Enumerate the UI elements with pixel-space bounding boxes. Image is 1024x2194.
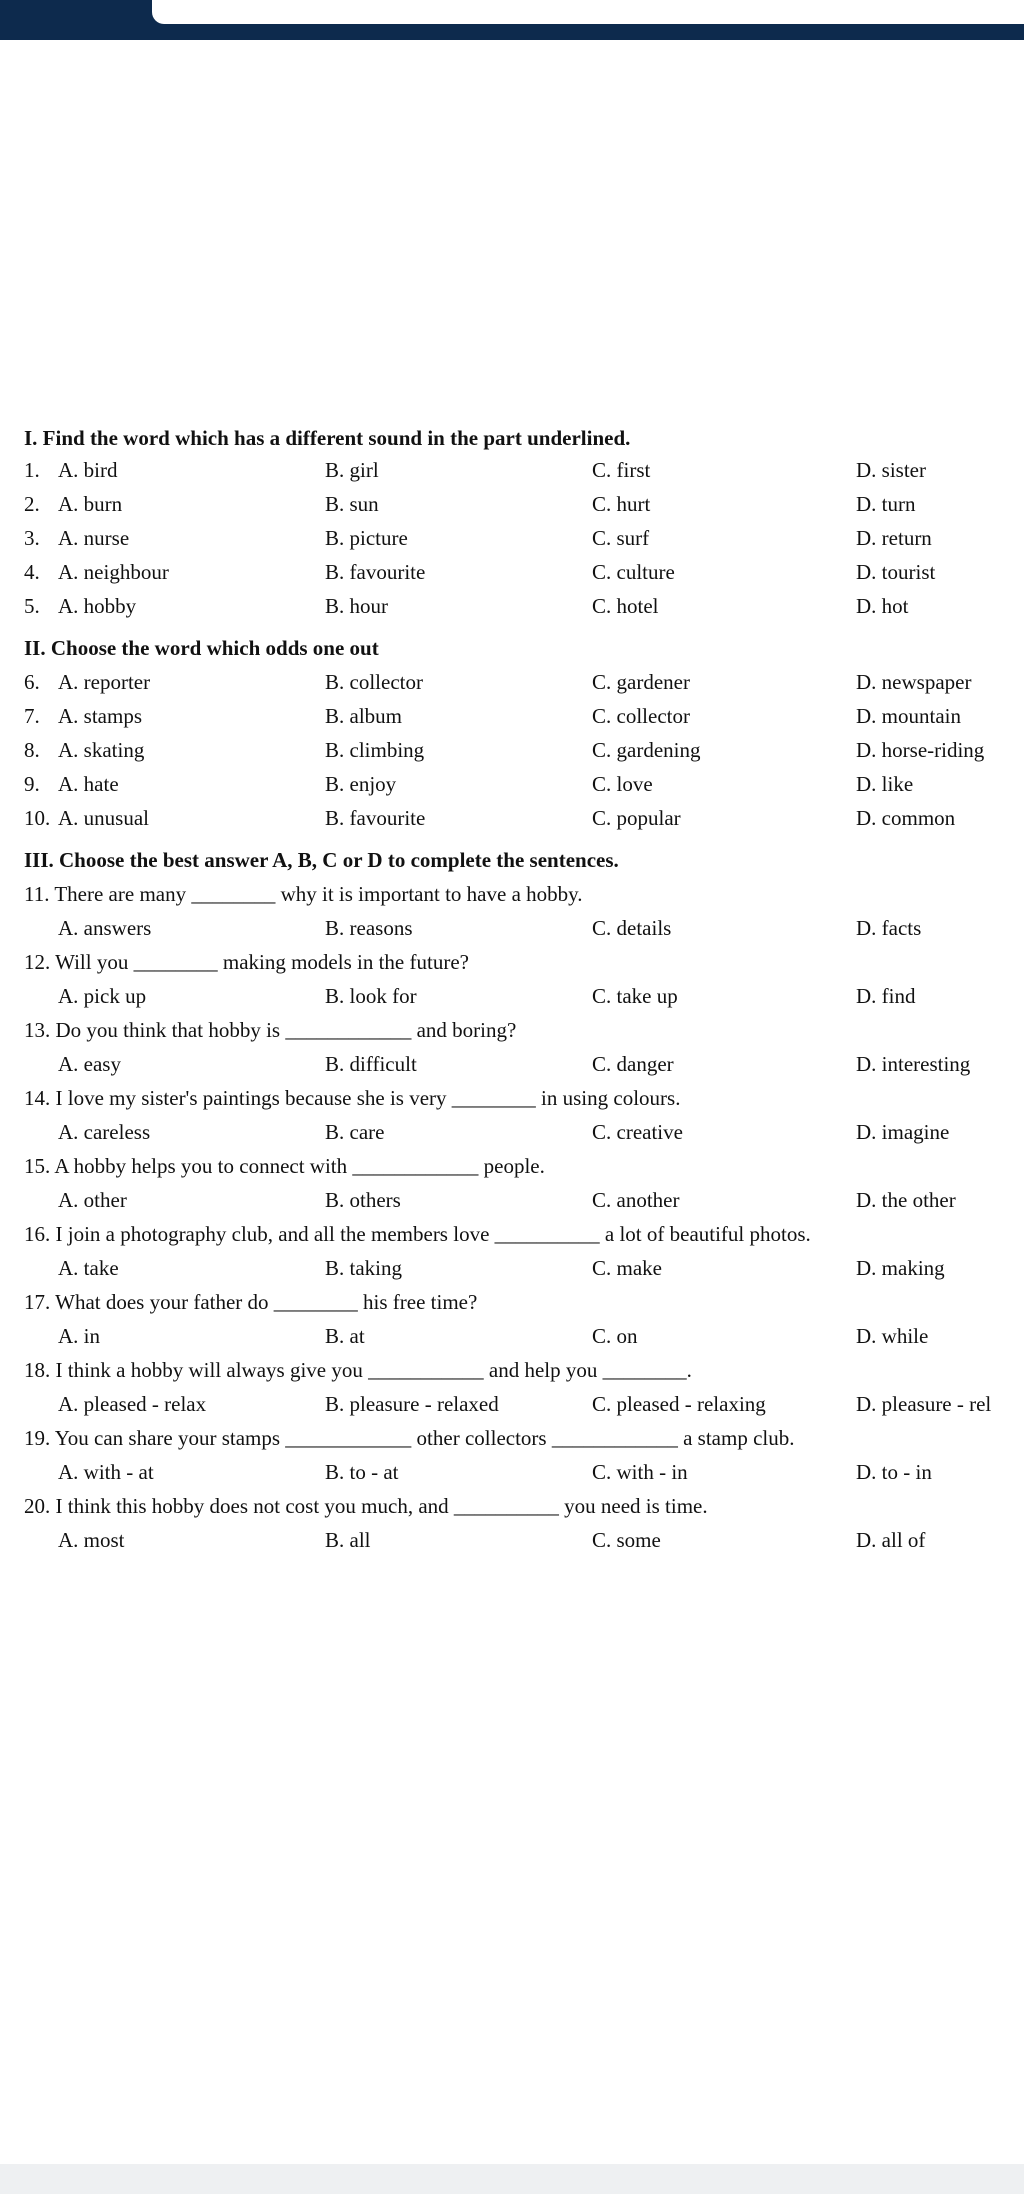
s2-row (0, 738, 1024, 768)
question-stem: 13. Do you think that hobby is ____________ and boring? (24, 1018, 517, 1042)
option-d: D. mountain (856, 704, 961, 728)
question-stem: 20. I think this hobby does not cost you much, and __________ you need is time. (24, 1494, 708, 1518)
option-b: B. album (325, 704, 402, 728)
option-a: A. unusual (58, 806, 149, 830)
option-c: C. popular (592, 806, 681, 830)
question-text (0, 1290, 1024, 1320)
option-d: D. common (856, 806, 956, 830)
question-options (0, 916, 1024, 946)
option-a: A. nurse (58, 526, 130, 550)
question-stem: 14. I love my sister's paintings because she is very ________ in using colours. (24, 1086, 681, 1110)
question-options (0, 1256, 1024, 1286)
option-a: A. skating (58, 738, 145, 762)
option-d: D. find (856, 984, 916, 1008)
option-a: A. with - at (58, 1460, 154, 1484)
option-a: A. easy (58, 1052, 121, 1076)
option-c: C. danger (592, 1052, 674, 1076)
s1-row (0, 492, 1024, 522)
option-a: A. careless (58, 1120, 151, 1144)
option-b: B. girl (325, 458, 379, 482)
option-c: C. hurt (592, 492, 651, 516)
top-tab (152, 0, 1024, 24)
s2-row (0, 772, 1024, 802)
option-d: D. return (856, 526, 932, 550)
option-d: D. making (856, 1256, 945, 1280)
question-stem: 15. A hobby helps you to connect with ____________ people. (24, 1154, 545, 1178)
option-a: A. most (58, 1528, 125, 1552)
s2-row (0, 670, 1024, 700)
option-a: A. pick up (58, 984, 147, 1008)
item-number: 7. (24, 704, 40, 728)
option-d: D. horse-riding (856, 738, 985, 762)
item-number: 9. (24, 772, 40, 796)
question-options (0, 984, 1024, 1014)
option-d: D. sister (856, 458, 926, 482)
option-a: A. pleased - relax (58, 1392, 207, 1416)
option-c: C. pleased - relaxing (592, 1392, 766, 1416)
option-d: D. the other (856, 1188, 956, 1212)
bottom-strip (0, 2164, 1024, 2194)
question-options (0, 1324, 1024, 1354)
option-a: A. hate (58, 772, 119, 796)
option-a: A. take (58, 1256, 119, 1280)
option-d: D. newspaper (856, 670, 972, 694)
option-a: A. in (58, 1324, 100, 1348)
option-c: C. culture (592, 560, 675, 584)
option-b: B. sun (325, 492, 379, 516)
option-a: A. neighbour (58, 560, 169, 584)
option-a: A. other (58, 1188, 127, 1212)
item-number: 8. (24, 738, 40, 762)
question-text (0, 950, 1024, 980)
item-number: 2. (24, 492, 40, 516)
question-text (0, 882, 1024, 912)
top-bar (0, 0, 1024, 40)
option-c: C. love (592, 772, 653, 796)
option-c: C. take up (592, 984, 678, 1008)
question-options (0, 1528, 1024, 1558)
item-number: 1. (24, 458, 40, 482)
item-number: 10. (24, 806, 51, 830)
option-c: C. hotel (592, 594, 659, 618)
option-a: A. reporter (58, 670, 151, 694)
option-b: B. pleasure - relaxed (325, 1392, 499, 1416)
option-b: B. picture (325, 526, 408, 550)
option-b: B. difficult (325, 1052, 417, 1076)
option-b: B. others (325, 1188, 401, 1212)
option-b: B. to - at (325, 1460, 399, 1484)
option-d: D. to - in (856, 1460, 932, 1484)
option-d: D. interesting (856, 1052, 971, 1076)
question-stem: 18. I think a hobby will always give you ___________ and help you ________. (24, 1358, 692, 1382)
option-b: B. look for (325, 984, 417, 1008)
section-2-title: II. Choose the word which odds one out (24, 636, 379, 660)
item-number: 3. (24, 526, 40, 550)
question-stem: 19. You can share your stamps ____________ other collectors ____________ a stamp club. (24, 1426, 795, 1450)
option-d: D. turn (856, 492, 916, 516)
question-options (0, 1120, 1024, 1150)
option-c: C. creative (592, 1120, 683, 1144)
question-text (0, 1358, 1024, 1388)
s2-row (0, 806, 1024, 836)
question-text (0, 1154, 1024, 1184)
question-text (0, 1494, 1024, 1524)
question-stem: 12. Will you ________ making models in the future? (24, 950, 469, 974)
option-c: C. details (592, 916, 672, 940)
option-c: C. first (592, 458, 651, 482)
option-a: A. answers (58, 916, 152, 940)
question-stem: 16. I join a photography club, and all the members love __________ a lot of beautiful photos. (24, 1222, 811, 1246)
item-number: 6. (24, 670, 40, 694)
option-a: A. bird (58, 458, 118, 482)
option-b: B. taking (325, 1256, 402, 1280)
option-d: D. hot (856, 594, 909, 618)
question-text (0, 1222, 1024, 1252)
option-b: B. at (325, 1324, 365, 1348)
option-a: A. stamps (58, 704, 142, 728)
question-options (0, 1188, 1024, 1218)
option-b: B. care (325, 1120, 385, 1144)
option-c: C. surf (592, 526, 650, 550)
question-options (0, 1392, 1024, 1422)
option-a: A. burn (58, 492, 123, 516)
item-number: 4. (24, 560, 40, 584)
option-b: B. all (325, 1528, 371, 1552)
option-a: A. hobby (58, 594, 137, 618)
option-c: C. collector (592, 704, 690, 728)
s2-row (0, 704, 1024, 734)
option-d: D. while (856, 1324, 929, 1348)
option-c: C. some (592, 1528, 661, 1552)
section-3-title: III. Choose the best answer A, B, C or D to complete the sentences. (24, 848, 619, 872)
option-d: D. tourist (856, 560, 936, 584)
option-c: C. with - in (592, 1460, 688, 1484)
option-c: C. make (592, 1256, 662, 1280)
option-b: B. hour (325, 594, 388, 618)
option-b: B. reasons (325, 916, 413, 940)
item-number: 5. (24, 594, 40, 618)
option-d: D. all of (856, 1528, 926, 1552)
section-1-title: I. Find the word which has a different sound in the part underlined. (24, 426, 631, 450)
s1-row (0, 526, 1024, 556)
question-options (0, 1460, 1024, 1490)
option-b: B. favourite (325, 806, 426, 830)
option-c: C. gardening (592, 738, 701, 762)
question-stem: 17. What does your father do ________ his free time? (24, 1290, 478, 1314)
s1-row (0, 560, 1024, 590)
option-d: D. like (856, 772, 914, 796)
option-c: C. another (592, 1188, 680, 1212)
s1-row (0, 458, 1024, 488)
option-d: D. facts (856, 916, 922, 940)
option-b: B. climbing (325, 738, 425, 762)
option-c: C. on (592, 1324, 638, 1348)
option-b: B. enjoy (325, 772, 397, 796)
option-c: C. gardener (592, 670, 690, 694)
question-text (0, 1018, 1024, 1048)
option-d: D. pleasure - rel (856, 1392, 992, 1416)
option-b: B. favourite (325, 560, 426, 584)
option-d: D. imagine (856, 1120, 950, 1144)
question-text (0, 1086, 1024, 1116)
question-text (0, 1426, 1024, 1456)
question-options (0, 1052, 1024, 1082)
s1-row (0, 594, 1024, 624)
option-b: B. collector (325, 670, 423, 694)
question-stem: 11. There are many ________ why it is important to have a hobby. (24, 882, 583, 906)
